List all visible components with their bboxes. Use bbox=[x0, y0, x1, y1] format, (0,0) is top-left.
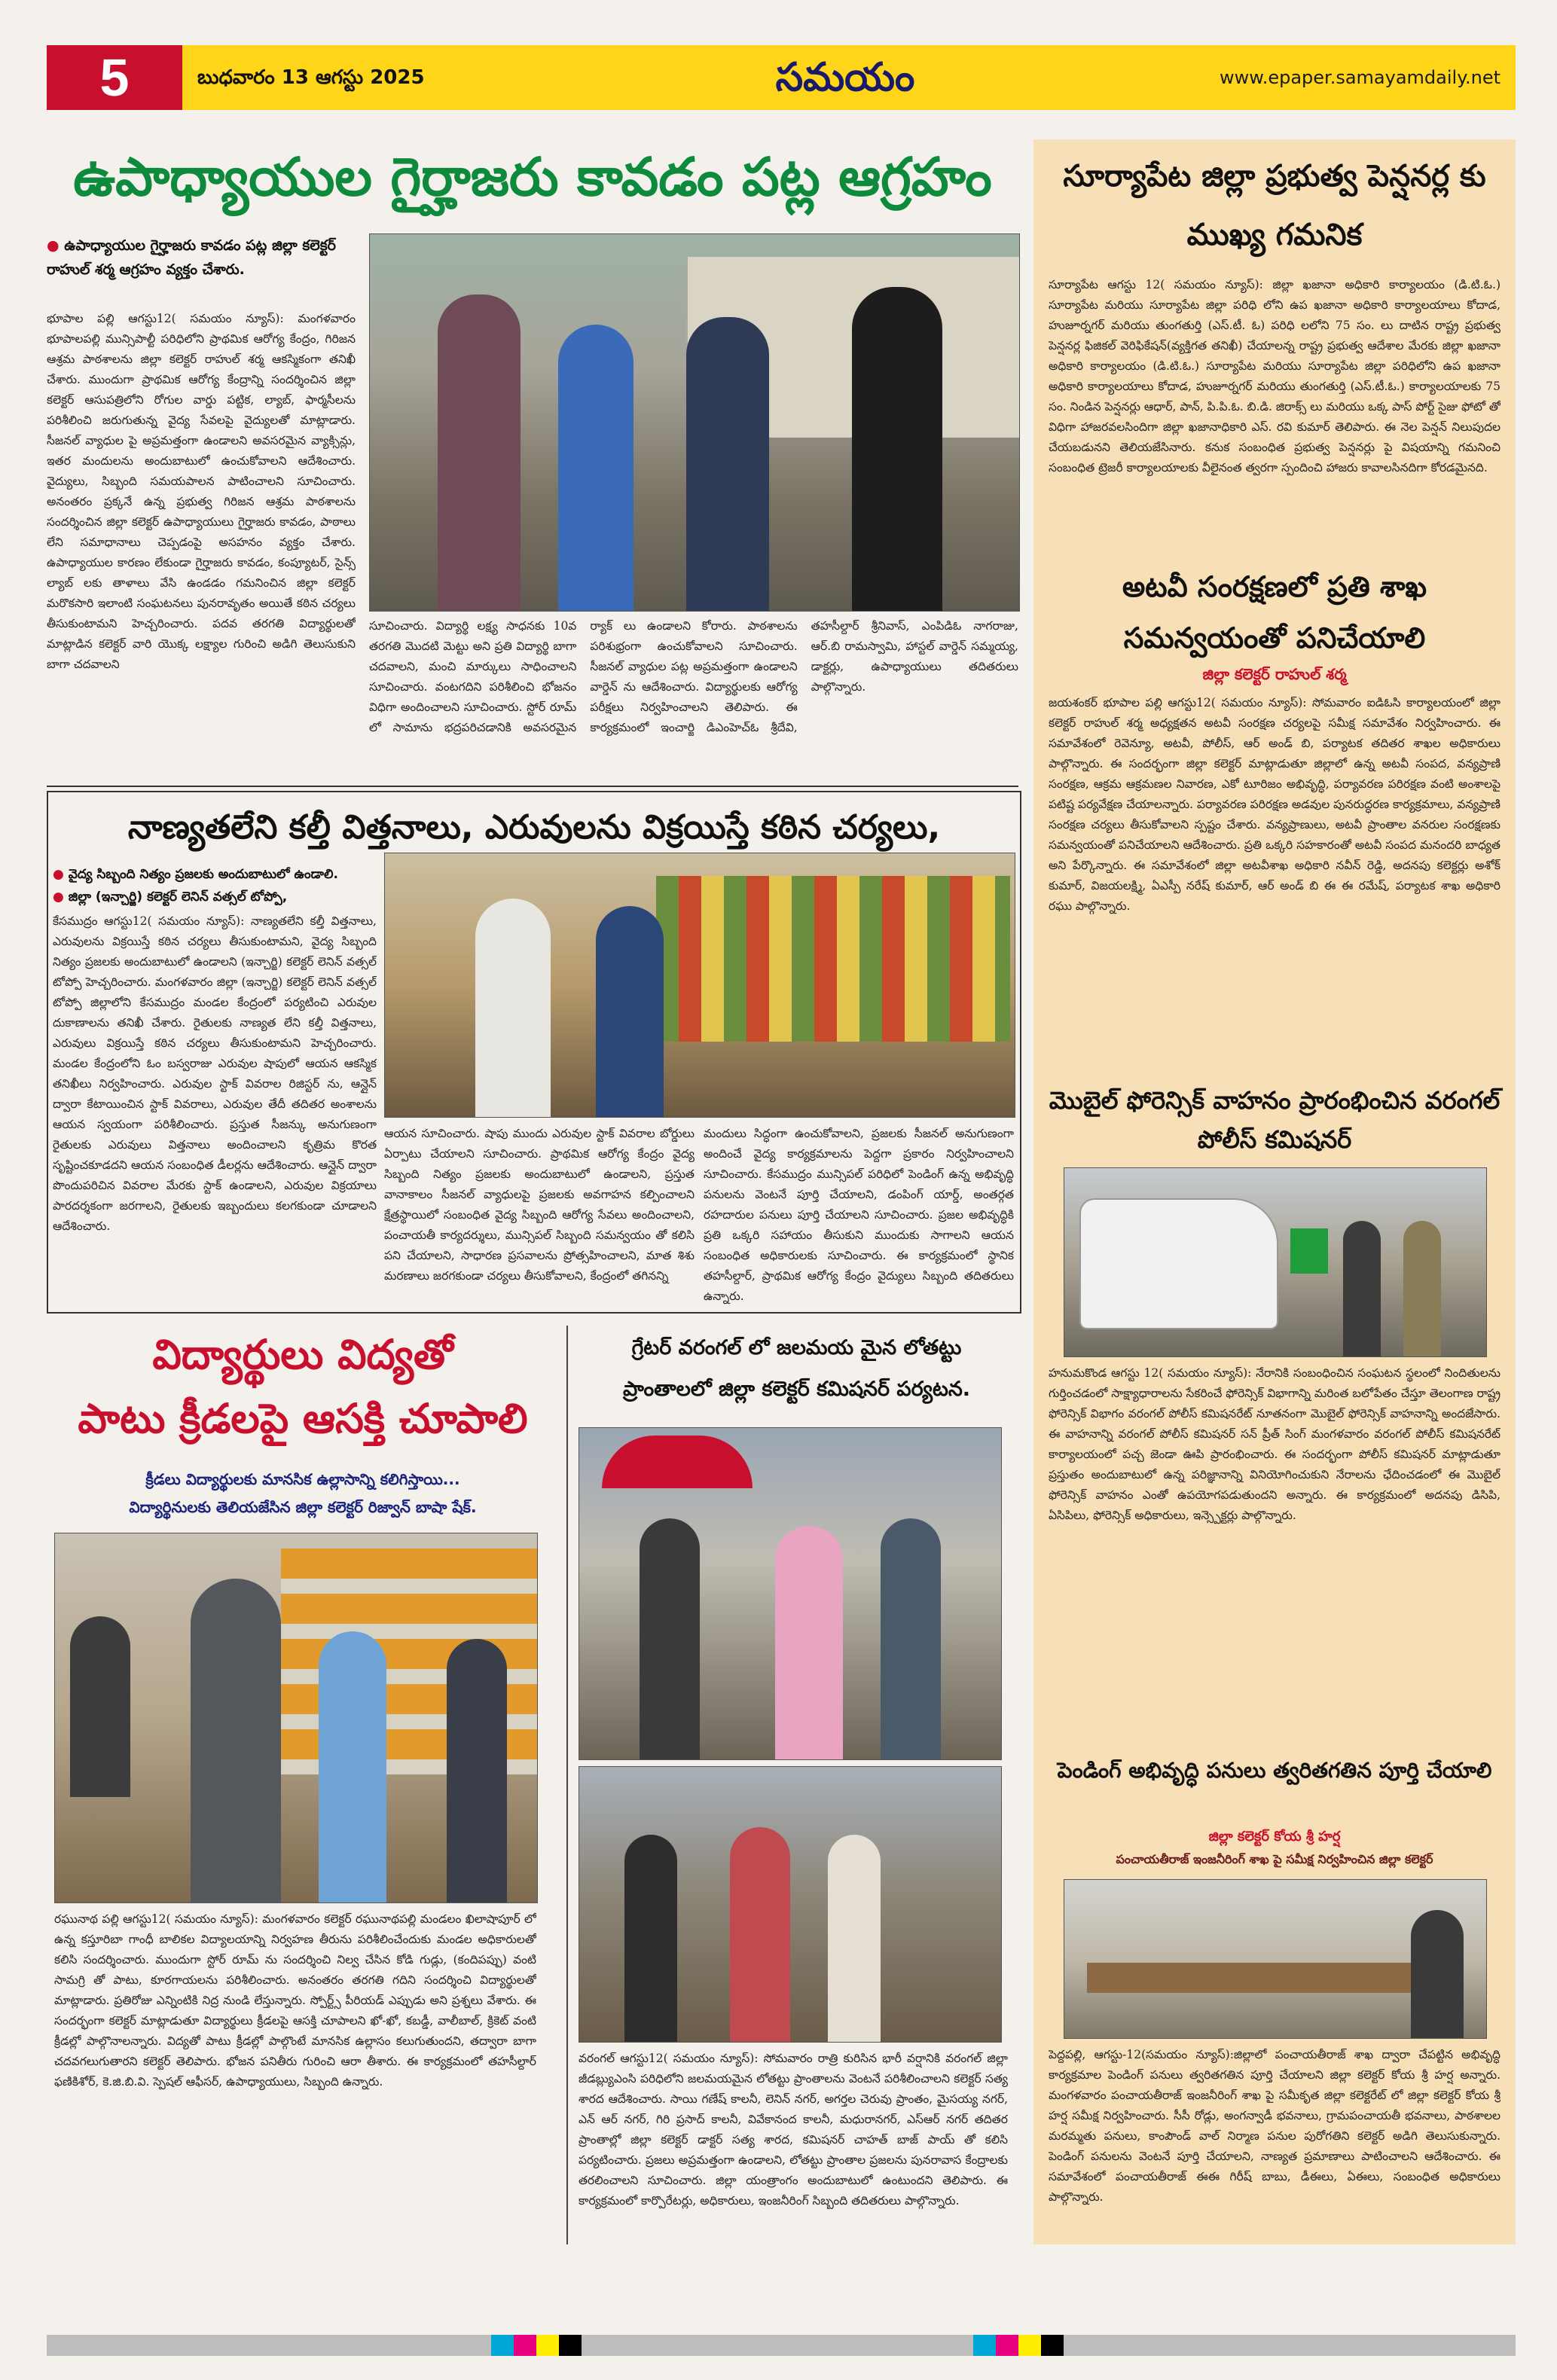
person-figure bbox=[475, 899, 551, 1117]
sidebar4-body: పెద్దపల్లి, ఆగస్టు-12(సమయం న్యూస్):జిల్లాలో పంచాయతీరాజ్ శాఖ ద్వారా చేపట్టిన అభివృద్ధి కార్యక్రమాల పెండింగ్ పనులు త్వరితగతిన పూర్తి చేయాలని జిల్లా కలెక్టర్ కోయ శ్రీ హర్ష అన్నారు. మంగళవారం పంచాయతీరాజ్ ఇంజనీరింగ్ శాఖ పై సమీకృత జిల్లా కలెక్టరేట్ లో జిల్లా కలెక్టర్ కోయ శ్రీ హర్ష సమీక్ష నిర్వహించారు. సీసీ రోడ్లు, అంగన్వాడీ భవనాలు, గ్రామపంచాయతీ భవనాలు, పాఠశాలల మరమ్మతు పనులు, కాంపౌండ్ వాల్ నిర్మాణ పనుల పురోగతిని కలెక్టర్ అడిగి తెలుసుకున్నారు. పెండింగ్ పనులను వెంటనే పూర్తి చేయాలని, నాణ్యత ప్రమాణాలు పాటించాలని ఆదేశించారు. ఈ సమావేశంలో పంచాయతీరాజ్ ఈఈ గిరీష్ బాబు, డీఈలు, ఏఈలు, సంబంధిత అధికారులు పాల్గొన్నారు. bbox=[1049, 2048, 1501, 2204]
magenta-swatch bbox=[996, 2335, 1018, 2356]
registration-bar bbox=[47, 2335, 1516, 2356]
sidebar2-body: జయశంకర్ భూపాల పల్లి ఆగస్టు12( సమయం న్యూస్): సోమవారం ఐడిఓసి కార్యాలయంలో జిల్లా కలెక్టర్ రాహుల్ శర్మ అధ్యక్షతన అటవీ సంరక్షణ చర్యలపై సమీక్ష సమావేశం నిర్వహించారు. ఈ సమావేశంలో రెవెన్యూ, అటవీ, పోలీస్, ఆర్ అండ్ బి, పర్యాటక తదితర శాఖల అధికారులు పాల్గొన్నారు. ఈ సందర్భంగా జిల్లా కలెక్టర్ మాట్లాడుతూ జిల్లాలో ఉన్న అటవీ సంపద, వన్యప్రాణి సంరక్షణ, ఆక్రమ ఆక్రమణల నివారణ, ఎకో టూరిజం అభివృద్ధి, పర్యావరణ పరిరక్షణ వంటి అంశాలపై పటిష్ట పర్యవేక్షణ చేయాలన్నారు. పర్యావరణ పరిరక్షణ అడవుల పునరుద్ధరణ కార్యక్రమాలు, వన్యప్రాణి సంరక్షణ చర్యలు తీసుకోవాలని స్పష్టం చేశారు. వన్యప్రాణులు, అటవీ ప్రాంతాల వనరుల సంరక్షణకు సమన్వయంతో పనిచేయాలని ఆదేశించారు. ప్రతి ఒక్కరి సహకారంతో అటవీ సంపద మనందరి బాధ్యత అని పేర్కొన్నారు. ఈ సమావేశంలో జిల్లా అటవీశాఖ అధికారి నవీన్ రెడ్డి, అదనపు కలెక్టర్లు అశోక్ కుమార్, విజయలక్ష్మి, ఏఎస్పీ నరేష్ కుమార్, ఆర్ అండ్ బి ఈ ఈ రమేష్, పర్యాటక శాఖ అధికారి రఘు పాల్గొన్నారు. bbox=[1049, 696, 1501, 913]
magenta-swatch bbox=[514, 2335, 536, 2356]
person-figure bbox=[828, 1835, 881, 2042]
sidebar4-byline: జిల్లా కలెక్టర్ కోయ శ్రీ హర్ష bbox=[1208, 1829, 1341, 1844]
story4-vrule bbox=[566, 1326, 568, 2244]
sidebar3-body: హనుమకొండ ఆగస్టు 12( సమయం న్యూస్): నేరానికి సంబంధించిన సంఘటన స్థలంలో నిందితులను గుర్తించడంలో సాక్ష్యాధారాలను సేకరించే ఫోరెన్సిక్ విభాగాన్ని మరింత బలోపేతం చేస్తూ తెలంగాణ రాష్ట్ర ఫోరెన్సిక్ విభాగం వరంగల్ పోలీస్ కమిషనరేట్ నూతనంగా మొబైల్ ఫోరెన్సిక్ వాహనాన్ని అందజేసారు. ఈ వాహనాన్ని వరంగల్ పోలీస్ కమిషనర్ సన్ ప్రీత్ సింగ్ మంగళవారం వరంగల్ పోలీస్ కమిషనరేట్ కార్యాలయంలో పచ్చ జెండా ఊపి ప్రారంభించారు. ఈ సందర్భంగా పోలీస్ కమిషనర్ మాట్లాడుతూ ప్రస్తుతం అందుబాటులో ఉన్న పరిజ్ఞానాన్ని వినియోగించుకుని నేరాలను ఛేదించడంలో ఈ మొబైల్ ఫోరెన్సిక్ వాహనం ఎంతో ఉపయోగపడుతుందని అన్నారు. ఈ కార్యక్రమంలో అదనపు డిసిపి, ఏసిపిలు, ఫోరెన్సిక్ అధికారులు, ఇన్స్పెక్టర్లు పాల్గొన్నారు. bbox=[1049, 1366, 1501, 1522]
masthead bbox=[47, 45, 1516, 110]
story4-photo-bottom bbox=[579, 1766, 1002, 2043]
yellow-swatch bbox=[1018, 2335, 1041, 2356]
bullet-icon: ● bbox=[47, 237, 60, 254]
person-figure bbox=[191, 1579, 281, 1902]
person-figure bbox=[881, 1518, 941, 1759]
story3-photo bbox=[54, 1533, 538, 1903]
person-figure bbox=[686, 317, 769, 611]
cyan-swatch bbox=[973, 2335, 996, 2356]
flag-shape bbox=[1290, 1228, 1328, 1274]
sidebar4-headline: పెండింగ్ అభివృద్ధి పనులు త్వరితగతిన పూర్తి చేయాలి bbox=[1057, 1758, 1492, 1783]
masthead-date: బుధవారం 13 ఆగస్టు 2025 bbox=[197, 66, 425, 89]
story3-deck1: క్రీడలు విద్యార్థులకు మానసిక ఉల్లాసాన్ని కలిగిస్తాయి... bbox=[145, 1470, 460, 1488]
sidebar2-headline: అటవీ సంరక్షణలో ప్రతి శాఖ సమన్వయంతో పనిచేయాలి bbox=[1122, 570, 1427, 654]
page-number-block bbox=[47, 45, 182, 110]
person-figure bbox=[447, 1639, 507, 1902]
story1-headline: ఉపాధ్యాయుల గైర్హాజరు కావడం పట్ల ఆగ్రహం bbox=[73, 146, 992, 208]
story2-headline: నాణ్యతలేని కల్తీ విత్తనాలు, ఎరువులను విక్రయిస్తే కఠిన చర్యలు, bbox=[127, 808, 941, 847]
masthead-website[interactable]: www.epaper.samayamdaily.net bbox=[1220, 67, 1501, 88]
yellow-swatch bbox=[536, 2335, 559, 2356]
right-sidebar bbox=[1033, 139, 1516, 2244]
person-figure bbox=[70, 1616, 130, 1797]
story2-deck1-text: వైద్య సిబ్బంది నిత్యం ప్రజలకు అందుబాటులో ఉండాలి. bbox=[68, 867, 338, 882]
story2-body-mid: ఆయన సూచించారు. షాపు ముందు ఎరువుల స్టాక్ వివరాల బోర్డులు ఏర్పాటు చేయాలని సూచించారు. ప్రాథమిక ఆరోగ్య కేంద్రం వైద్య సిబ్బంది నిత్యం ప్రజలకు అందుబాటులో ఉండాలని, ప్రస్తుత వానాకాలం సీజనల్ వ్యాధులపై ప్రజలకు అవగాహన కల్పించాలని క్షేత్రస్థాయిలో సంబంధిత వైద్య సిబ్బంది ఆరోగ్య సేవలు అందించాలని, పంచాయతీ కార్యదర్శులు, మున్సిపల్ సిబ్బంది సమన్వయం తో కలిసి పని చేయాలని, సాధారణ ప్రసవాలను ప్రోత్సహించాలని, మాత శిశు మరణాలు జరగకుండా చర్యలు తీసుకోవాలని, కేంద్రంలో తగినన్ని bbox=[384, 1127, 695, 1283]
story1-divider bbox=[47, 786, 1018, 787]
story1-body-left: భూపాల పల్లి ఆగస్టు12( సమయం న్యూస్): మంగళవారం భూపాలపల్లి మున్సిపాల్టీ పరిధిలోని ప్రాథమిక ఆరోగ్య కేంద్రం, గిరిజన ఆశ్రమ పాఠశాలను జిల్లా కలెక్టర్ రాహుల్ శర్మ ఆకస్మికంగా తనిఖీ చేశారు. ముందుగా ప్రాథమిక ఆరోగ్య కేంద్రాన్ని సందర్శించిన జిల్లా కలెక్టర్ ఆసుపత్రిలోని రోగుల వార్డు పట్టిక, ల్యాబ్, ఫార్మసీలను పరిశీలించి జరుగుతున్న వైద్య సేవలపై వైద్యులతో మాట్లాడారు. సీజనల్ వ్యాధుల పై అప్రమత్తంగా ఉండాలని అవసరమైన వ్యాక్సిన్లు, ఇతర మందులను అందుబాటులో ఉంచుకోవాలని ఆదేశించారు. వైద్యులు, సిబ్బంది సమయపాలన పాటించాలని సూచించారు. అనంతరం ప్రక్కనే ఉన్న ప్రభుత్వ గిరిజన ఆశ్రమ పాఠశాలను సందర్శించిన జిల్లా కలెక్టర్ ఉపాధ్యాయులు గైర్హాజరు కావడం, పాఠాలు లేని సమాధానాలు చెప్పడంపై అసహనం వ్యక్తం చేశారు. ఉపాధ్యాయుల కారణం లేకుండా గైర్హాజరు కావడం, కంప్యూటర్, సైన్స్ ల్యాబ్ లకు తాళాలు వేసి ఉండడం గమనించిన జిల్లా కలెక్టర్ మరొకసారి ఇలాంటి సంఘటనలు పునరావృతం అయితే కఠిన చర్యలు తీసుకుంటామని హెచ్చరించారు. పదవ తరగతి విద్యార్థులతో మాట్లాడిన కలెక్టర్ వారి యొక్క లక్ష్యాల గురించి అడిగి తెలుసుకుని బాగా చదవాలని bbox=[47, 312, 356, 671]
person-figure bbox=[730, 1827, 790, 2042]
person-figure bbox=[1343, 1221, 1381, 1356]
sidebar3-headline: మొబైల్ ఫోరెన్సిక్ వాహనం ప్రారంభించిన వరంగల్ పోలీస్ కమిషనర్ bbox=[1049, 1086, 1501, 1154]
story2-body-right: మందులు సిద్ధంగా ఉంచుకోవాలని, ప్రజలకు సీజనల్ అనుగుణంగా అందించే వైద్య కార్యక్రమాలను పెద్దగా ప్రకారం నిర్వహించాలని సూచించారు. కేసముద్రం మున్సిపల్ పరిధిలో పెండింగ్ ఉన్న అభివృద్ధి పనులను వెంటనే పూర్తి చేయాలని, డంపింగ్ యార్డ్, అంతర్గత రహదారుల పనులు పూర్తి చేయాలని సూచించారు. ప్రజల అభివృద్ధికి ప్రతి ఒక్కరి సహాయం తీసుకుని ముందుకు సాగాలని ఆయన సంబంధిత అధికారులకు సూచించారు. ఈ కార్యక్రమంలో స్థానిక తహసీల్దార్, ప్రాథమిక ఆరోగ్య కేంద్రం వైద్యులు సిబ్బంది తదితరులు ఉన్నారు. bbox=[704, 1127, 1014, 1303]
story4-headline-line2: ప్రాంతాలలో జిల్లా కలెక్టర్ కమిషనర్ పర్యటన. bbox=[622, 1378, 971, 1401]
bullet-icon: ● bbox=[53, 889, 64, 905]
story3-deck2: విద్యార్థినులకు తెలియజేసిన జిల్లా కలెక్టర్ రిజ్వాన్ బాషా షేక్. bbox=[129, 1498, 477, 1516]
black-swatch bbox=[1041, 2335, 1064, 2356]
story4-photo-top bbox=[579, 1427, 1002, 1760]
story2-body-left: కేసముద్రం ఆగస్టు12( సమయం న్యూస్): నాణ్యతలేని కల్తీ విత్తనాలు, ఎరువులను విక్రయిస్తే కఠిన చర్యలు తీసుకుంటామని, వైద్య సిబ్బంది నిత్యం ప్రజలకు అందుబాటులో ఉండాలని (ఇన్చార్జి) కలెక్టర్ లెనిన్ వత్సల్ టోప్పో హెచ్చరించారు. మంగళవారం జిల్లా (ఇన్చార్జి) కలెక్టర్ లెనిన్ వత్సల్ టోప్పో జిల్లాలోని కేసముద్రం మండల కేంద్రంలో పర్యటించి ఎరువుల దుకాణాలను తనిఖీ చేశారు. రైతులకు నాణ్యత లేని కల్తీ విత్తనాలు, ఎరువులు విక్రయిస్తే కఠిన చర్యలు తీసుకుంటామని హెచ్చరించారు. మండల కేంద్రంలోని ఓం బస్వరాజు ఎరువుల షాపులో ఆయన ఆకస్మిక తనిఖీలు నిర్వహించారు. ఎరువుల స్టాక్ వివరాల రిజిస్టర్ ను, ఆన్లైన్ ద్వారా కేటాయించిన స్టాక్ వివరాలు, ఎరువుల తేదీ తదితర అంశాలను ఆయన స్వయంగా పరిశీలించారు. ప్రస్తుత సీజన్కు అనుగుణంగా రైతులకు ఎరువులు విత్తనాలు అందించాలని కృత్రిమ కొరత సృష్టించకూడదని ఆయన సంబంధిత డీలర్లను ఆదేశించారు. ఆన్లైన్ ద్వారా పొందుపరిచిన వివరాల మేరకు స్టాక్ ఉండాలని, ఎరువుల విక్రయాలు పారదర్శకంగా జరగాలని, రైతులకు ఇబ్బందులు కలగకుండా చూడాలని ఆదేశించారు. bbox=[53, 914, 377, 1233]
sidebar1-body: సూర్యాపేట ఆగస్టు 12( సమయం న్యూస్): జిల్లా ఖజానా అధికారి కార్యాలయం (డి.టి.ఓ.) సూర్యాపేట మరియు సూర్యాపేట జిల్లా పరిధి లోని ఉప ఖజానా అధికారి కార్యాలయాలు కోదాడ, హుజూర్నగర్ మరియు తుంగతుర్తి (ఎస్.టీ. ఓ) పరిధి లలోని 75 సం. లు దాటిన రాష్ట్ర ప్రభుత్వ పెన్షనర్ల ఫిజికల్ వెరిఫికేషన్(వ్యక్తిగత తనిఖీ) చేయాలన్న రాష్ట్ర ప్రభుత్వ ఆదేశాల మేరకు జిల్లా ఖజానా అధికారి కార్యాలయం (డి.టి.ఓ.) సూర్యాపేట మరియు సూర్యాపేట జిల్లా పరిధిలోని ఉప ఖజానా అధికారి కార్యాలయాలు కోదాడ, హుజూర్నగర్ మరియు తుంగతుర్తి (ఎస్.టీ.ఓ.) కార్యాలయాలకు 75 సం. నిండిన పెన్షనర్లు ఆధార్, పాన్, పి.పి.ఓ. బి.డి. జిరాక్స్ లు మరియు ఒక్క పాస్ పోర్ట్ సైజు ఫోటో తో విధిగా హాజరవలసిందిగా జిల్లా ఖజానాధికారి ఎస్. రవి కుమార్ తెలిపారు. ఈ నెల పెన్షన్ నిలుపుదల చేయబడునని తెలియజేసినారు. కనుక సంబంధిత ప్రభుత్వ పెన్షనర్లు పై విషయాన్ని గమనించి సంబంధిత ట్రెజరీ కార్యాలయాలకు వీలైనంత త్వరగా స్పందించి హాజరు కావాలసినదిగా కోరడమైనది. bbox=[1049, 278, 1501, 474]
story3-headline-line1: విద్యార్థులు విద్యతో bbox=[152, 1331, 453, 1378]
story2-deck1 bbox=[53, 864, 377, 885]
cyan-swatch bbox=[491, 2335, 514, 2356]
story2-photo bbox=[384, 853, 1015, 1118]
story2-box bbox=[47, 791, 1021, 1314]
black-swatch bbox=[559, 2335, 582, 2356]
shop-shelf bbox=[656, 876, 1010, 1042]
story1-body-right: సూచించారు. విద్యార్థి లక్ష్య సాధనకు 10వ తరగతి మొదటి మెట్టు అని ప్రతి విద్యార్థి బాగా చదవాలని, మంచి మార్కులు సాధించాలని సూచించారు. వంటగదిని పరిశీలించి భోజనం విధిగా అందించాలని సూచించారు. స్టోర్ రూమ్ లో సామాను భద్రపరిచడానికి అవసరమైన ర్యాక్ లు ఉండాలని కోరారు. పాఠశాలను పరిశుభ్రంగా ఉంచుకోవాలని సూచించారు. సీజనల్ వ్యాధుల పట్ల అప్రమత్తంగా ఉండాలని వార్డెన్ ను ఆదేశించారు. విద్యార్థులకు ఆరోగ్య పరీక్షలు నిర్వహించాలని తెలిపారు. ఈ కార్యక్రమంలో ఇంచార్జి డిఎంహెచ్ఓ శ్రీదేవి, తహసీల్దార్ శ్రీనివాస్, ఎంపిడిఓ నాగరాజు, ఆర్.బి రామస్వామి, హాస్టల్ వార్డెన్ సమ్మయ్య, డాక్టర్లు, ఉపాధ్యాయులు తదితరులు పాల్గొన్నారు. bbox=[369, 619, 1018, 734]
person-figure bbox=[596, 906, 664, 1117]
sidebar4-photo bbox=[1064, 1879, 1487, 2039]
bullet-icon: ● bbox=[53, 867, 64, 882]
sidebar2-byline: జిల్లా కలెక్టర్ రాహుల్ శర్మ bbox=[1202, 665, 1347, 683]
story3-headline-line2: పాటు క్రీడలపై ఆసక్తి చూపాలి bbox=[78, 1395, 528, 1442]
person-figure bbox=[1403, 1221, 1441, 1356]
person-figure bbox=[852, 287, 942, 611]
paper-name: సమయం bbox=[775, 55, 915, 100]
person-figure bbox=[319, 1631, 386, 1902]
story4-headline-line1: గ్రేటర్ వరంగల్ లో జలమయ మైన లోతట్టు bbox=[631, 1336, 962, 1359]
person-figure bbox=[775, 1526, 843, 1759]
story2-deck2 bbox=[53, 886, 377, 908]
sidebar4-subdeck: పంచాయతీరాజ్ ఇంజనీరింగ్ శాఖ పై సమీక్ష నిర్వహించిన జిల్లా కలెక్టర్ bbox=[1116, 1852, 1433, 1866]
person-figure bbox=[640, 1518, 700, 1759]
person-figure bbox=[1411, 1910, 1464, 2038]
sidebar1-headline: సూర్యాపేట జిల్లా ప్రభుత్వ పెన్షనర్ల కు ముఖ్య గమనిక bbox=[1063, 159, 1486, 252]
page-number: 5 bbox=[99, 48, 130, 107]
story3-body: రఘునాథ పల్లి ఆగస్టు12( సమయం న్యూస్): మంగళవారం కలెక్టర్ రఘునాథపల్లి మండలం ఖిలాషాపూర్ లో ఉన్న కస్తూరిబా గాంధీ బాలికల విద్యాలయాన్ని నిర్వహణ తీరును పరిశీలించేందుకు మండల అధికారులతో కలిసి సందర్శించారు. ముందుగా స్టోర్ రూమ్ ను సందర్శించి నిల్వ చేసిన కోడి గుడ్లు, (కందిపప్పు) వంటి సామగ్రి తో పాటు, కూరగాయలను పరిశీలించారు. అనంతరం తరగతి గదిని సందర్శించి విద్యార్థులతో మాట్లాడారు. ప్రతిరోజు ఎన్నింటికి నిద్ర నుండి లేస్తున్నారు. స్పోర్ట్స్ పీరియడ్ ఎప్పుడు అని ప్రశ్నలు వేశారు. ఈ సందర్భంగా కలెక్టర్ మాట్లాడుతూ విద్యార్థులు క్రీడలపై ఆసక్తి చూపాలని ఖో-ఖో, కబడ్డీ, వాలీబాల్, క్రికెట్ వంటి క్రీడల్లో పాల్గొనాలన్నారు. విద్యతో పాటు క్రీడల్లో పాల్గొంటే మానసిక ఉల్లాసం కలుగుతుందని, తద్వారా బాగా చదవగలుగుతారని కలెక్టర్ తెలిపారు. భోజన పనితీరు గురించి ఆరా తీశారు. ఈ కార్యక్రమంలో తహసీల్దార్ ఫణికిశోర్, కె.జి.బి.వి. స్పెషల్ ఆఫీసర్, ఉపాధ్యాయులు, సిబ్బంది ఉన్నారు. bbox=[54, 1912, 536, 2089]
story1-deck bbox=[47, 233, 356, 282]
table-shape bbox=[1087, 1963, 1449, 1993]
person-figure bbox=[624, 1835, 677, 2042]
person-figure bbox=[558, 325, 633, 611]
sidebar3-photo bbox=[1064, 1167, 1487, 1357]
story4-body: వరంగల్ ఆగస్టు12( సమయం న్యూస్): సోమవారం రాత్రి కురిసిన భారీ వర్షానికి వరంగల్ జిల్లా జీడబ్ల్యుఎంసి పరిధిలోని జలమయమైన లోతట్టు ప్రాంతాలను వెంటనే పరిశీలించాలని కలెక్టర్ సత్య శారద ఆదేశించారు. సాయి గణేష్ కాలనీ, లెనిన్ నగర్, అగర్తల చెరువు ప్రాంతం, మైసయ్య నగర్, ఎన్ ఆర్ నగర్, గిరి ప్రసాద్ కాలనీ, వివేకానంద కాలనీ, మధురానగర్, ఎస్ఆర్ నగర్ తదితర ప్రాంతాల్లో జిల్లా కలెక్టర్ డాక్టర్ సత్య శారద, కమిషనర్ చాహత్ బాజ్ పాయ్ తో కలిసి పర్యటించారు. ప్రజలు అప్రమత్తంగా ఉండాలని, లోతట్టు ప్రాంతాల ప్రజలను పునరావాస కేంద్రాలకు తరలించాలని సూచించారు. జిల్లా యంత్రాంగం అందుబాటులో ఉంటుందని తెలిపారు. ఈ కార్యక్రమంలో కార్పొరేటర్లు, అధికారులు, ఇంజనీరింగ్ సిబ్బంది తదితరులు పాల్గొన్నారు. bbox=[579, 2052, 1008, 2208]
person-figure bbox=[438, 294, 521, 611]
umbrella-shape bbox=[602, 1436, 753, 1488]
story1-deck-text: ఉపాధ్యాయుల గైర్హాజరు కావడం పట్ల జిల్లా కలెక్టర్ రాహుల్ శర్మ ఆగ్రహం వ్యక్తం చేశారు. bbox=[47, 237, 336, 278]
vehicle-shape bbox=[1079, 1198, 1278, 1329]
story1-photo bbox=[369, 233, 1020, 612]
story2-deck2-text: జిల్లా (ఇన్చార్జి) కలెక్టర్ లెనిన్ వత్సల్ టోప్పో, bbox=[68, 889, 288, 905]
